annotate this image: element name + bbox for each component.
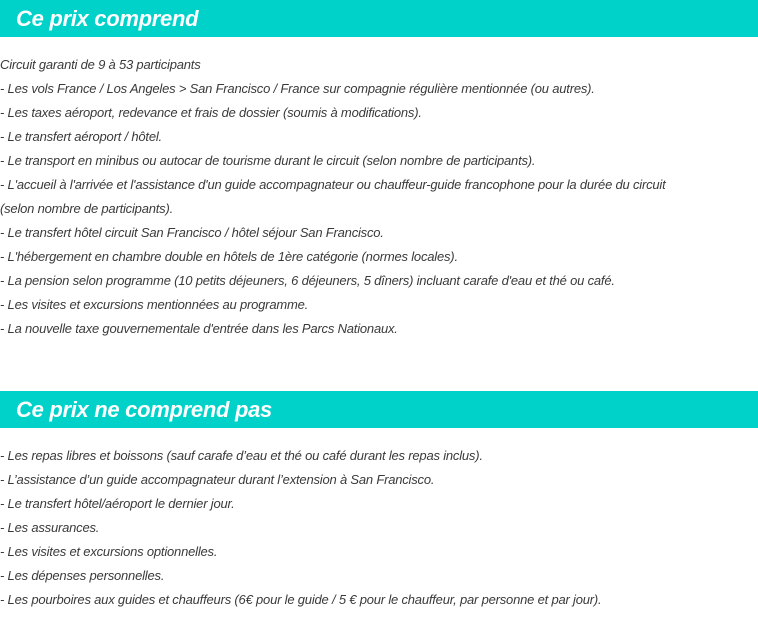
list-item: - Les taxes aéroport, redevance et frais de dossier (soumis à modifications). <box>0 105 422 120</box>
list-item: Circuit garanti de 9 à 53 participants <box>0 57 201 72</box>
excluded-title: Ce prix ne comprend pas <box>16 397 272 422</box>
list-item: - Les pourboires aux guides et chauffeurs (6€ pour le guide / 5 € pour le chauffeur, par personne et par jour). <box>0 592 602 607</box>
list-item: - Les visites et excursions mentionnées au programme. <box>0 297 309 312</box>
included-header <box>0 0 758 37</box>
excluded-list <box>0 444 758 612</box>
list-item: (selon nombre de participants). <box>0 201 174 216</box>
list-item: - L’assistance d’un guide accompagnateur durant l’extension à San Francisco. <box>0 472 435 487</box>
list-item: - Les assurances. <box>0 520 100 535</box>
list-item: - Le transfert aéroport / hôtel. <box>0 129 162 144</box>
list-item: - Les visites et excursions optionnelles. <box>0 544 218 559</box>
list-item: - La nouvelle taxe gouvernementale d'entrée dans les Parcs Nationaux. <box>0 321 398 336</box>
included-title: Ce prix comprend <box>16 6 199 31</box>
excluded-header <box>0 391 758 428</box>
list-item: - Le transport en minibus ou autocar de tourisme durant le circuit (selon nombre de participants). <box>0 153 536 168</box>
list-item: - La pension selon programme (10 petits déjeuners, 6 déjeuners, 5 dîners) incluant carafe d'eau et thé ou café. <box>0 273 615 288</box>
list-item: - Les repas libres et boissons (sauf carafe d’eau et thé ou café durant les repas inclus). <box>0 448 483 463</box>
list-item: - Le transfert hôtel circuit San Francisco / hôtel séjour San Francisco. <box>0 225 384 240</box>
list-item: - Le transfert hôtel/aéroport le dernier jour. <box>0 496 235 511</box>
included-list <box>0 53 758 341</box>
list-item: - L'accueil à l'arrivée et l'assistance d'un guide accompagnateur ou chauffeur-guide francophone pour la durée du circuit <box>0 177 666 192</box>
list-item: - L'hébergement en chambre double en hôtels de 1ère catégorie (normes locales). <box>0 249 458 264</box>
list-item: - Les vols France / Los Angeles > San Francisco / France sur compagnie régulière mentionnée (ou autres). <box>0 81 595 96</box>
list-item: - Les dépenses personnelles. <box>0 568 165 583</box>
